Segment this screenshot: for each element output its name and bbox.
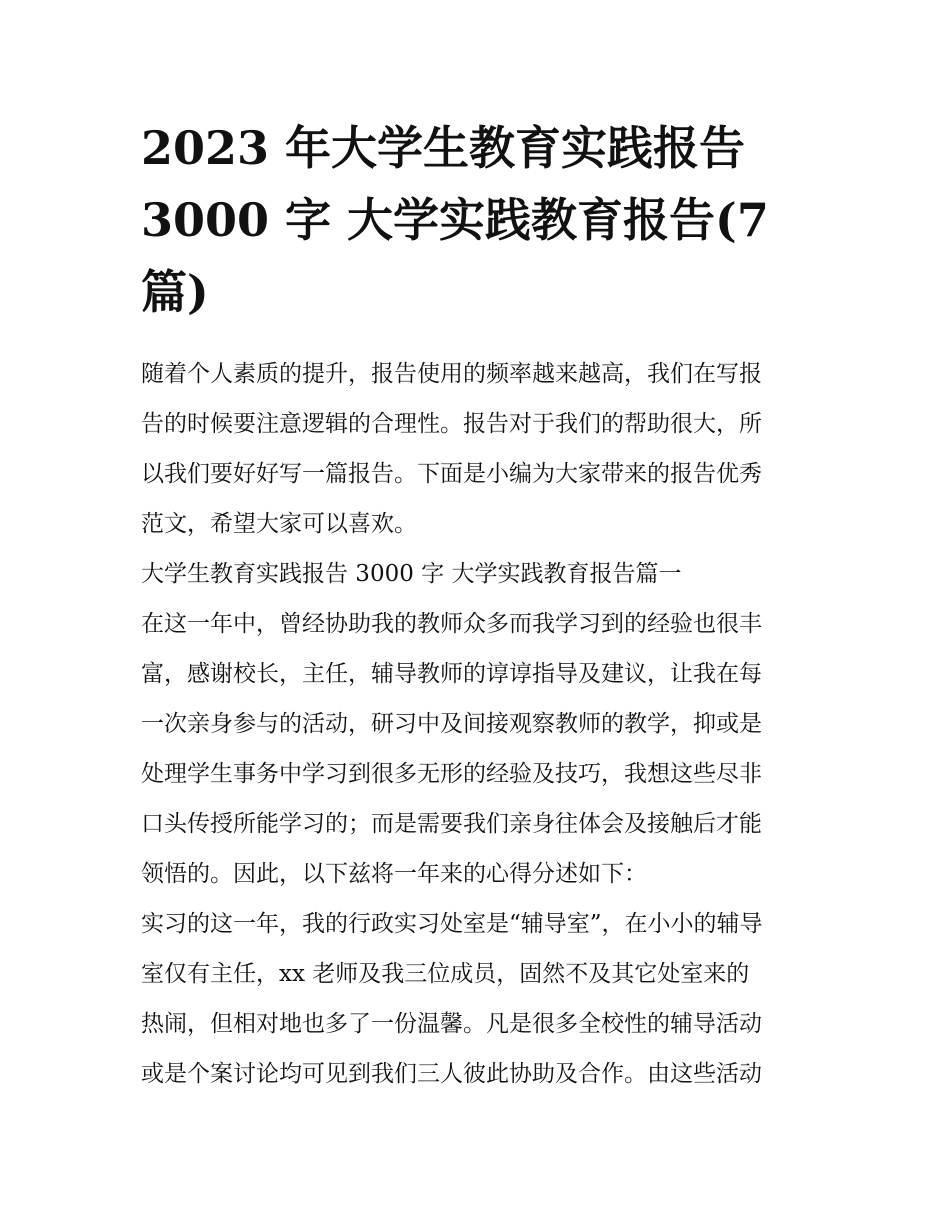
text-line: 或是个案讨论均可见到我们三人彼此协助及合作。由这些活动 (141, 1061, 762, 1087)
text-line: 一次亲身参与的活动，研习中及间接观察教师的教学，抑或是 (141, 711, 762, 737)
title-line: 篇) (141, 265, 209, 319)
document-page (141, 112, 813, 1099)
document-title (141, 112, 813, 328)
body-paragraph-2 (141, 899, 813, 1099)
section-heading (141, 549, 813, 599)
text-line: 在这一年中，曾经协助我的教师众多而我学习到的经验也很丰 (141, 611, 762, 637)
section-heading-text: 大学生教育实践报告 3000 字 大学实践教育报告篇一 (141, 561, 682, 587)
text-line: 领悟的。因此，以下兹将一年来的心得分述如下： (141, 861, 647, 887)
text-line: 富，感谢校长，主任，辅导教师的谆谆指导及建议，让我在每 (141, 661, 762, 687)
text-line: 口头传授所能学习的；而是需要我们亲身往体会及接触后才能 (141, 811, 762, 837)
title-line: 2023 年大学生教育实践报告 (141, 121, 746, 175)
text-line: 实习的这一年，我的行政实习处室是“辅导室”，在小小的辅导 (141, 911, 763, 937)
text-line: 随着个人素质的提升，报告使用的频率越来越高，我们在写报 (141, 361, 762, 387)
text-line: 以我们要好好写一篇报告。下面是小编为大家带来的报告优秀 (141, 461, 762, 487)
text-line: 热闹，但相对地也多了一份温馨。凡是很多全校性的辅导活动 (141, 1011, 762, 1037)
title-line: 3000 字 大学实践教育报告(7 (141, 193, 769, 247)
intro-paragraph (141, 349, 813, 549)
body-paragraph-1 (141, 599, 813, 899)
document-body (141, 349, 813, 1099)
text-line: 范文，希望大家可以喜欢。 (141, 511, 417, 537)
text-line: 室仅有主任，xx 老师及我三位成员，固然不及其它处室来的 (141, 961, 750, 987)
text-line: 告的时候要注意逻辑的合理性。报告对于我们的帮助很大，所 (141, 411, 762, 437)
text-line: 处理学生事务中学习到很多无形的经验及技巧，我想这些尽非 (141, 761, 762, 787)
